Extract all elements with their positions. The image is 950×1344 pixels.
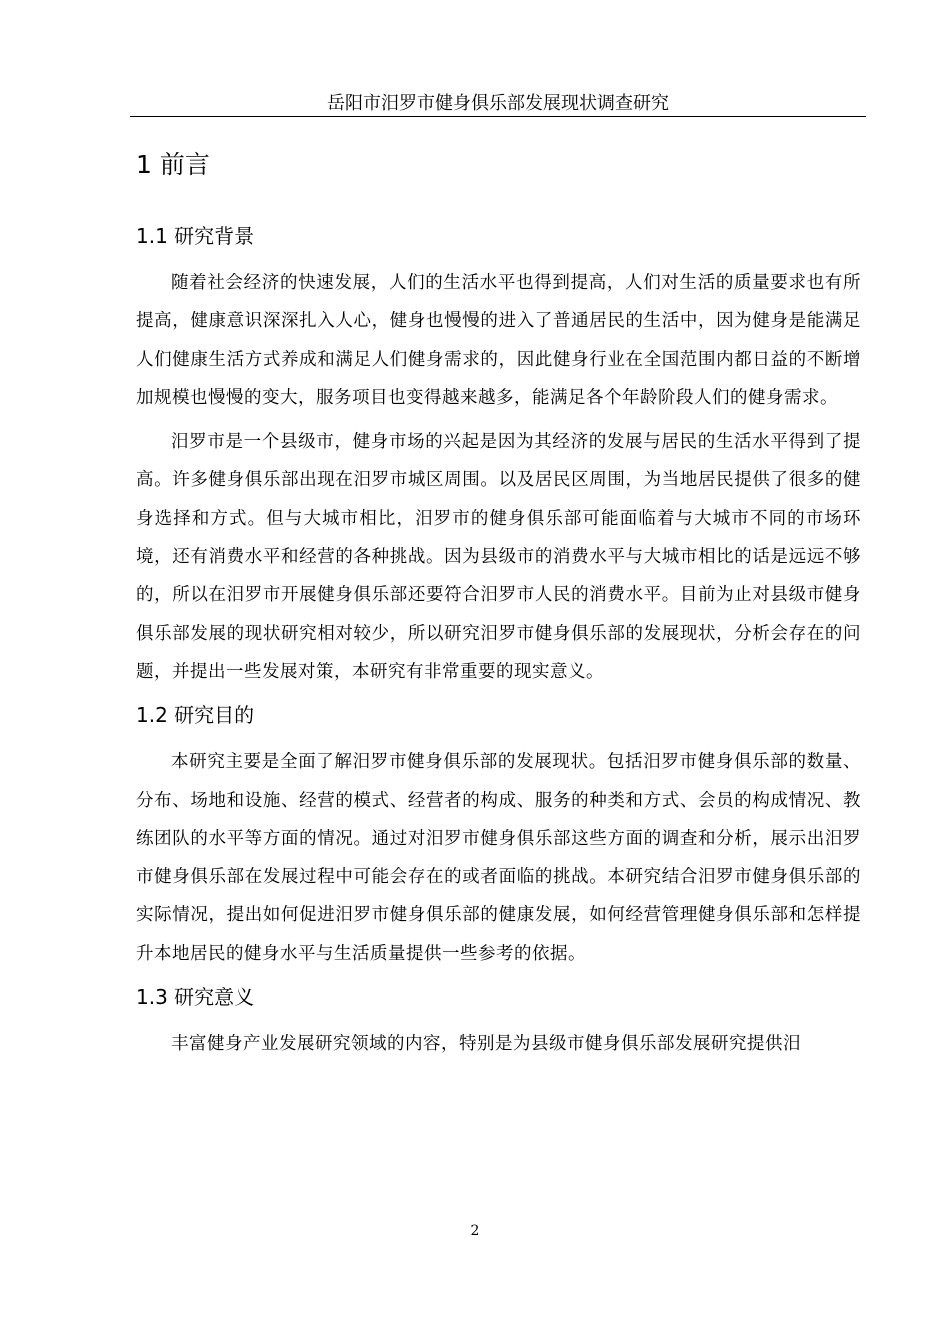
section-heading-purpose: 1.2 研究目的 [136, 703, 255, 728]
chapter-title: 1 前言 [136, 150, 210, 179]
section-heading-significance: 1.3 研究意义 [136, 985, 255, 1010]
document-body [136, 142, 861, 1069]
paragraph: 汨罗市是一个县级市，健身市场的兴起是因为其经济的发展与居民的生活水平得到了提高。许多健身俱乐部出现在汨罗市城区周围。以及居民区周围，为当地居民提供了很多的健身选择和方式。但与大城市相比，汨罗市的健身俱乐部可能面临着与大城市不同的市场环境，还有消费水平和经营的各种挑战。因为县级市的消费水平与大城市相比的话是远远不够的，所以在汨罗市开展健身俱乐部还要符合汨罗市人民的消费水平。目前为止对县级市健身俱乐部发展的现状研究相对较少，所以研究汨罗市健身俱乐部的发展现状，分析会存在的问题，并提出一些发展对策，本研究有非常重要的现实意义。 [136, 432, 861, 682]
running-header: 岳阳市汨罗市健身俱乐部发展现状调查研究 [130, 92, 866, 117]
paragraph: 本研究主要是全面了解汨罗市健身俱乐部的发展现状。包括汨罗市健身俱乐部的数量、分布、场地和设施、经营的模式、经营者的构成、服务的种类和方式、会员的构成情况、教练团队的水平等方面的情况。通过对汨罗市健身俱乐部这些方面的调查和分析，展示出汨罗市健身俱乐部在发展过程中可能会存在的或者面临的挑战。本研究结合汨罗市健身俱乐部的实际情况，提出如何促进汨罗市健身俱乐部的健康发展，如何经营管理健身俱乐部和怎样提升本地居民的健身水平与生活质量提供一些参考的依据。 [136, 752, 861, 964]
paragraph: 丰富健身产业发展研究领域的内容，特别是为县级市健身俱乐部发展研究提供汨 [171, 1034, 801, 1055]
paragraph: 随着社会经济的快速发展，人们的生活水平也得到提高，人们对生活的质量要求也有所提高，健康意识深深扎入人心，健身也慢慢的进入了普通居民的生活中，因为健身是能满足人们健康生活方式养成和满足人们健身需求的，因此健身行业在全国范围内都日益的不断增加规模也慢慢的变大，服务项目也变得越来越多，能满足各个年龄阶段人们的健身需求。 [136, 273, 861, 408]
section-heading-background: 1.1 研究背景 [136, 224, 255, 248]
page-number: 2 [470, 1223, 480, 1239]
